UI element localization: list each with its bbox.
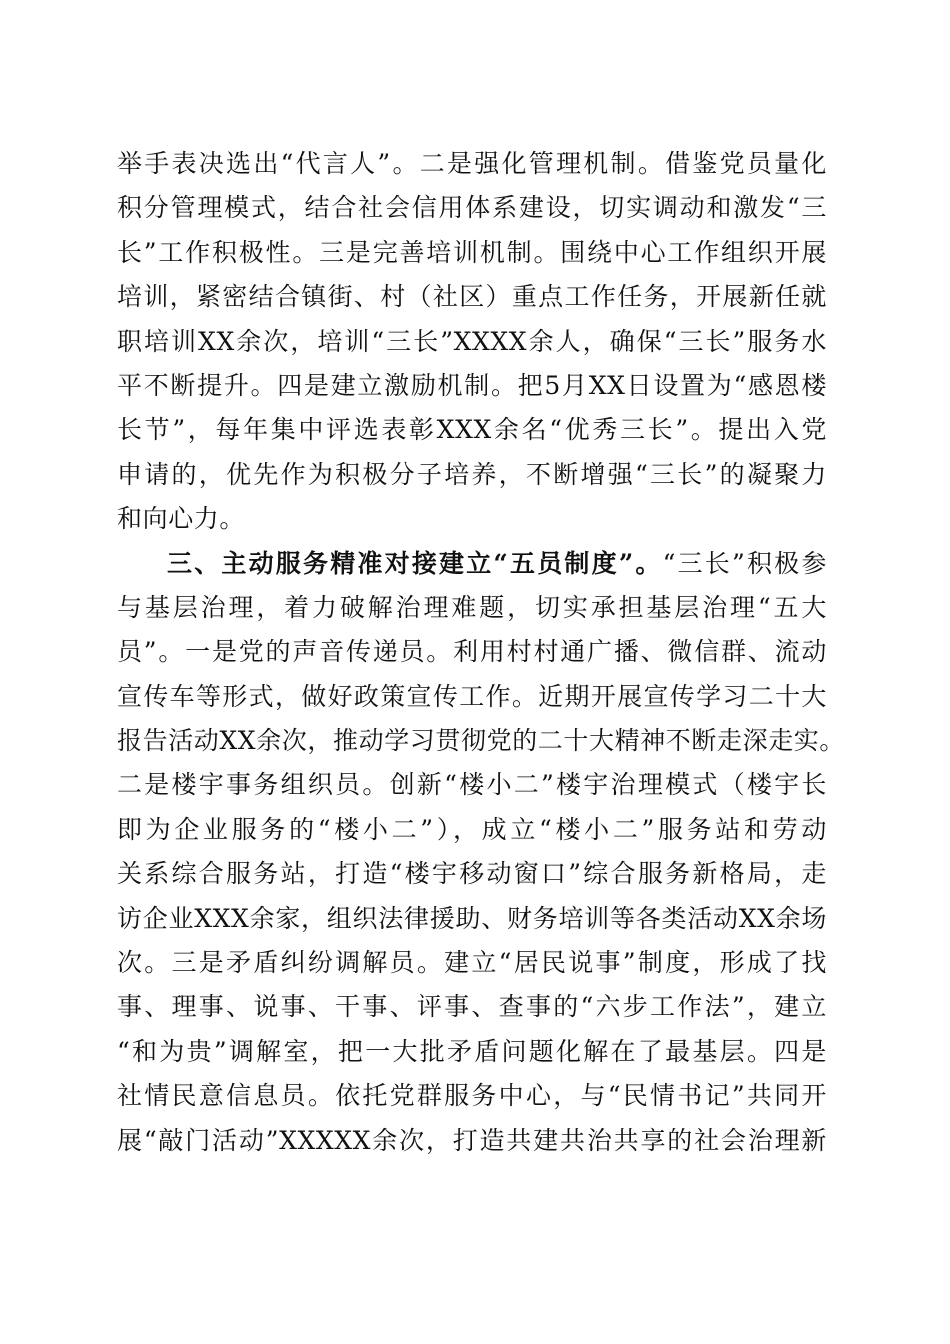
text-line: 社情民意信息员。依托党群服务中心，与“民情书记”共同开 bbox=[117, 1081, 827, 1111]
text-line: 关系综合服务站，打造“楼宇移动窗口”综合服务新格局，走 bbox=[117, 859, 827, 889]
text-line: 二是楼宇事务组织员。创新“楼小二”楼宇治理模式（楼宇长 bbox=[117, 770, 827, 800]
text-line: 宣传车等形式，做好政策宣传工作。近期开展宣传学习二十大 bbox=[117, 681, 827, 711]
paragraph-five-roles bbox=[117, 542, 845, 1163]
text-line: 举手表决选出“代言人”。二是强化管理机制。借鉴党员量化 bbox=[117, 149, 827, 178]
text-line: 员”。一是党的声音传递员。利用村村通广播、微信群、流动 bbox=[117, 637, 827, 667]
text-line: 访企业XXX余家，组织法律援助、财务培训等各类活动XX余场 bbox=[117, 903, 827, 933]
text-line: 事、理事、说事、干事、评事、查事的“六步工作法”，建立 bbox=[117, 992, 827, 1022]
heading-line-text: “三长”积极参 bbox=[662, 548, 827, 578]
text-line: 长”工作积极性。三是完善培训机制。围绕中心工作组织开展 bbox=[117, 237, 827, 267]
document-body bbox=[117, 142, 845, 1163]
text-line: 展“敲门活动”XXXXX余次，打造共建共治共享的社会治理新 bbox=[117, 1125, 827, 1155]
text-line: “和为贵”调解室，把一大批矛盾问题化解在了最基层。四是 bbox=[117, 1036, 827, 1066]
text-line: 即为企业服务的“楼小二”），成立“楼小二”服务站和劳动 bbox=[117, 814, 827, 844]
text-line: 与基层治理，着力破解治理难题，切实承担基层治理“五大 bbox=[117, 592, 827, 622]
text-line: 积分管理模式，结合社会信用体系建设，切实调动和激发“三 bbox=[117, 193, 827, 223]
text-line: 和向心力。 bbox=[117, 504, 246, 534]
text-line: 培训，紧密结合镇街、村（社区）重点工作任务，开展新任就 bbox=[117, 282, 827, 312]
text-line: 申请的，优先作为积极分子培养，不断增强“三长”的凝聚力 bbox=[117, 459, 827, 489]
text-line: 平不断提升。四是建立激励机制。把5月XX日设置为“感恩楼 bbox=[117, 370, 827, 400]
text-line: 长节”，每年集中评选表彰XXX余名“优秀三长”。提出入党 bbox=[117, 415, 827, 445]
text-line: 职培训XX余次，培训“三长”XXXX余人，确保“三长”服务水 bbox=[117, 326, 827, 356]
text-line: 次。三是矛盾纠纷调解员。建立“居民说事”制度，形成了找 bbox=[117, 948, 827, 978]
text-line: 报告活动XX余次，推动学习贯彻党的二十大精神不断走深走实。 bbox=[117, 726, 845, 756]
section-heading: 三、主动服务精准对接建立“五员制度”。 bbox=[167, 548, 663, 578]
section-heading-line bbox=[117, 542, 827, 586]
paragraph-incentive-mechanisms bbox=[117, 142, 827, 542]
